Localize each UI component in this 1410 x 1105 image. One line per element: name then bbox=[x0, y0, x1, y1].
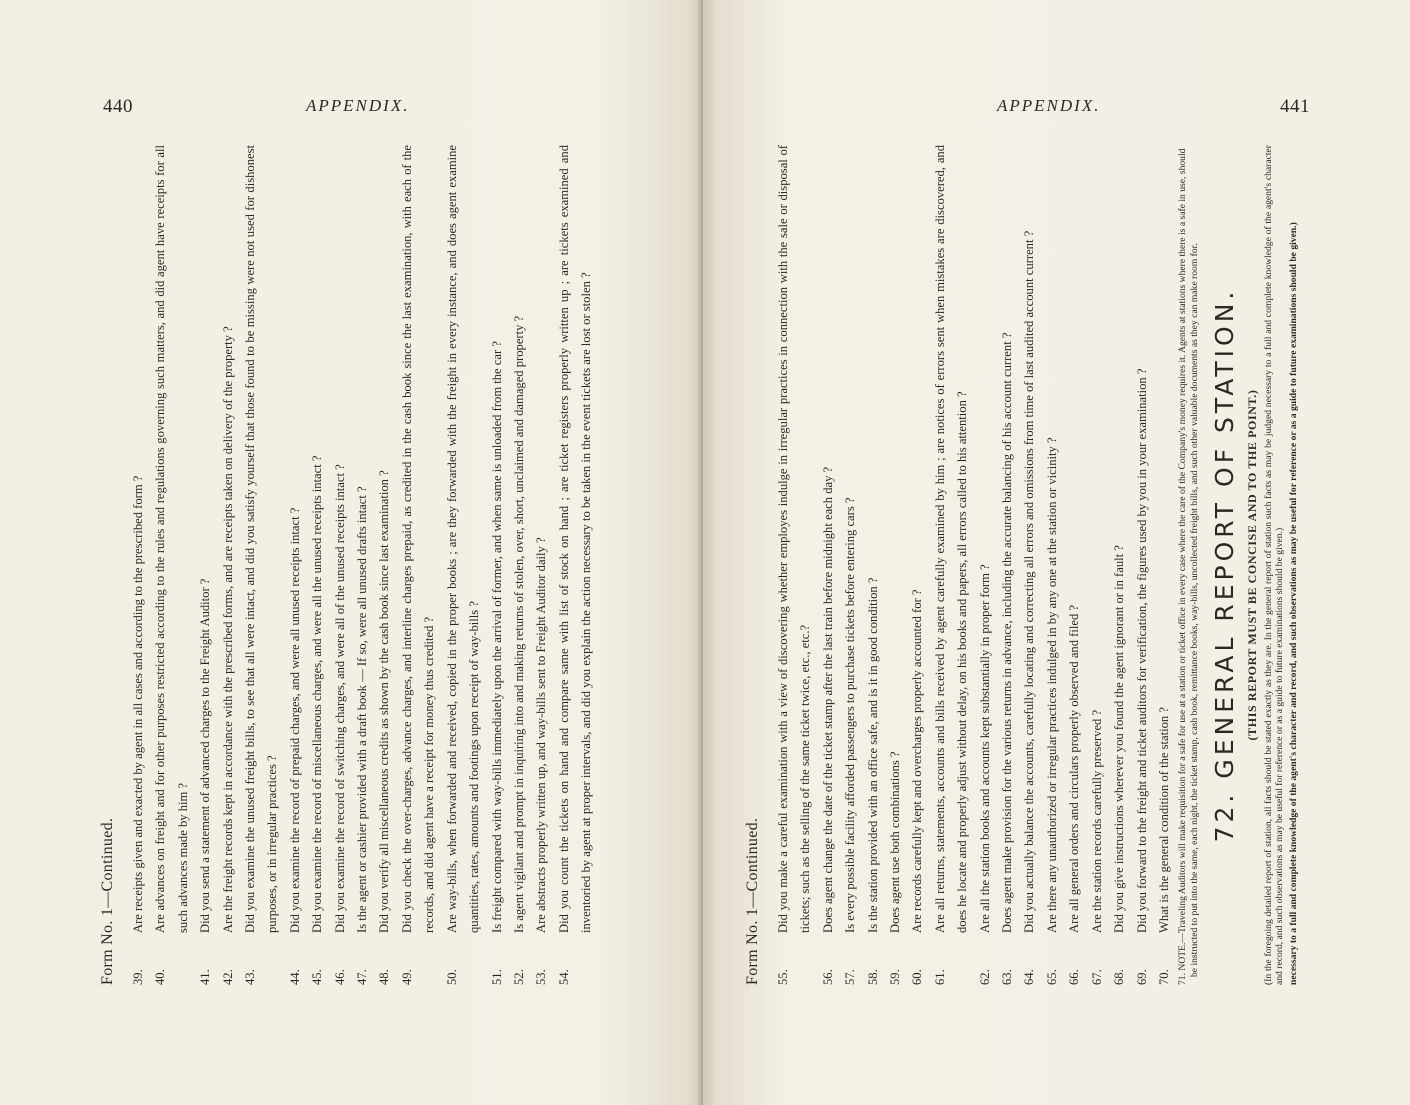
question-text: Does agent use both combinations ? bbox=[888, 751, 903, 933]
section-subtitle: (THIS REPORT MUST BE CONCISE AND TO THE POINT.) bbox=[1244, 389, 1259, 741]
question-text: Are all the station books and accounts kept substantially in proper form ? bbox=[977, 564, 992, 933]
question-number: 41. bbox=[198, 969, 213, 985]
question-number: 45. bbox=[310, 969, 325, 985]
question-number: 52. bbox=[511, 969, 526, 985]
right-page bbox=[703, 0, 1410, 1105]
question-item bbox=[396, 145, 441, 985]
question-text: Is freight compared with way-bills immediately upon the arrival of former, and when same is unloaded from the car ? bbox=[489, 341, 504, 933]
question-item bbox=[929, 145, 974, 985]
question-number: 48. bbox=[377, 969, 392, 985]
question-number: 69. bbox=[1134, 969, 1149, 985]
question-text: Did you count the tickets on hand and compare same with list of stock on hand ; are ticket registers properly written up ; are tickets examined and inventoried by agent at proper intervals, and did you explain the action necessary to be taken in the event tickets are lost or stolen ? bbox=[556, 145, 594, 933]
question-number: 49. bbox=[399, 969, 414, 985]
question-text: Are the freight records kept in accordance with the prescribed forms, and are receipts taken on delivery of the property ? bbox=[220, 326, 235, 933]
question-text: Are abstracts properly written up, and way-bills sent to Freight Auditor daily ? bbox=[534, 537, 549, 933]
question-item bbox=[974, 145, 996, 985]
question-text: Did you examine the record of prepaid charges, and were all unused receipts intact ? bbox=[287, 507, 302, 933]
question-item bbox=[530, 145, 552, 985]
form-title: Form No. 1—Continued. bbox=[99, 817, 116, 985]
question-item bbox=[284, 145, 306, 985]
question-text: Is the station provided with an office safe, and is it in good condition ? bbox=[865, 577, 880, 933]
question-number: 60. bbox=[910, 969, 925, 985]
question-number: 66. bbox=[1067, 969, 1082, 985]
question-number: 64. bbox=[1022, 969, 1037, 985]
form-title: Form No. 1—Continued. bbox=[744, 817, 761, 985]
question-number: 47. bbox=[355, 969, 370, 985]
question-item bbox=[329, 145, 351, 985]
question-number: 63. bbox=[1000, 969, 1015, 985]
question-item bbox=[1018, 145, 1040, 985]
question-item bbox=[486, 145, 508, 985]
question-text: Is the agent or cashier provided with a draft book — If so, were all unused drafts intact ? bbox=[355, 486, 370, 933]
page-number: 441 bbox=[1280, 96, 1310, 117]
question-item bbox=[772, 145, 817, 985]
question-item bbox=[996, 145, 1018, 985]
question-item bbox=[351, 145, 373, 985]
question-text: Did you verify all miscellaneous credits as shown by the cash book since last examination ? bbox=[377, 470, 392, 933]
question-item bbox=[441, 145, 486, 985]
question-text: Does agent change the date of the ticket stamp after the last train before midnight each day ? bbox=[820, 466, 835, 933]
question-number: 67. bbox=[1089, 969, 1104, 985]
question-text: Are all returns, statements, accounts and bills received by agent carefully examined by him ; are notices of errors sent when mistakes are discovered, and does he locate and properly adjust without delay, on his books and papers, all errors called to his attention ? bbox=[932, 145, 970, 933]
question-text: Did you examine the record of miscellaneous charges, and were all the unused receipts intact ? bbox=[310, 455, 325, 933]
question-item bbox=[127, 145, 149, 985]
question-number: 54. bbox=[556, 969, 571, 985]
question-number: 53. bbox=[534, 969, 549, 985]
question-number: 70. bbox=[1156, 969, 1171, 985]
question-text: Are the station records carefully preserved ? bbox=[1089, 709, 1104, 933]
question-text: Are all general orders and circulars properly observed and filed ? bbox=[1067, 605, 1082, 933]
question-item bbox=[373, 145, 395, 985]
question-item bbox=[817, 145, 839, 985]
question-number: 46. bbox=[332, 969, 347, 985]
question-text: Did you examine the record of switching charges, and were all of the unused receipts intact ? bbox=[332, 464, 347, 933]
question-item bbox=[217, 145, 239, 985]
question-number: 40. bbox=[153, 969, 168, 985]
question-item bbox=[508, 145, 530, 985]
running-head: APPENDIX. bbox=[997, 96, 1101, 115]
question-text: Is agent vigilant and prompt in inquiring into and making returns of stolen, over, short, unclaimed and damaged property ? bbox=[511, 315, 526, 933]
running-head: APPENDIX. bbox=[306, 96, 410, 115]
question-item bbox=[1108, 145, 1130, 985]
question-item bbox=[1131, 145, 1153, 985]
instruction-text: (In the foregoing detailed report of station, all facts should be stated exactly as they are. In the general report of station such facts as may be judged necessary to a full and complete knowledge of the agent's character and record, and such observations as may be useful for reference or as a guide to future examinations should be given.) bbox=[1262, 145, 1285, 985]
question-item bbox=[862, 145, 884, 985]
question-number: 61. bbox=[932, 969, 947, 985]
question-item bbox=[306, 145, 328, 985]
page-number: 440 bbox=[103, 96, 133, 117]
question-number: 56. bbox=[820, 969, 835, 985]
question-number: 44. bbox=[287, 969, 302, 985]
question-text: Are records carefully kept and overcharges properly accounted for ? bbox=[910, 589, 925, 933]
question-item bbox=[553, 145, 598, 985]
question-number: 68. bbox=[1112, 969, 1127, 985]
question-number: 58. bbox=[865, 969, 880, 985]
question-number: 62. bbox=[977, 969, 992, 985]
question-item bbox=[194, 145, 216, 985]
question-item bbox=[239, 145, 284, 985]
question-text: Are advances on freight and for other purposes restricted according to the rules and regulations governing such matters, and did agent have receipts for all such advances made by him ? bbox=[153, 145, 190, 933]
note-71 bbox=[1177, 145, 1200, 985]
question-item bbox=[149, 145, 194, 985]
question-number: 59. bbox=[888, 969, 903, 985]
question-number: 57. bbox=[843, 969, 858, 985]
question-item bbox=[1041, 145, 1063, 985]
question-text: Are there any unauthorized or irregular practices indulged in by any one at the station or vicinity ? bbox=[1044, 437, 1059, 933]
section-title: 72. GENERAL REPORT OF STATION. bbox=[1209, 287, 1239, 843]
question-number: 42. bbox=[220, 969, 235, 985]
question-number: 51. bbox=[489, 969, 504, 985]
question-text: Is every possible facility afforded passengers to purchase tickets before entering cars ? bbox=[843, 497, 858, 933]
question-text: Did you examine the unused freight bills, to see that all were intact, and did you satisfy yourself that those found to be missing were not used for dishonest purposes, or in irregular practices ? bbox=[243, 145, 280, 933]
question-number: 39. bbox=[131, 969, 145, 985]
question-item bbox=[884, 145, 906, 985]
question-text: Did you send a statement of advanced charges to the Freight Auditor ? bbox=[198, 578, 213, 933]
question-item bbox=[839, 145, 861, 985]
question-text: What is the general condition of the station ? bbox=[1156, 707, 1171, 933]
question-list bbox=[772, 145, 1175, 985]
question-number: 43. bbox=[243, 969, 258, 985]
question-number: 50. bbox=[444, 969, 459, 985]
question-text: Did you forward to the freight and ticket auditors for verification, the figures used by you in your examination ? bbox=[1134, 368, 1149, 933]
left-question-column bbox=[95, 145, 598, 985]
question-text: Did you give instructions wherever you found the agent ignorant or in fault ? bbox=[1112, 545, 1127, 933]
question-item bbox=[1153, 145, 1175, 985]
question-text: Are way-bills, when forwarded and received, copied in the proper books ; are they forwarded with the freight in every instance, and does agent examine quantities, rates, amounts and footings upon receipt of way-bills ? bbox=[444, 145, 482, 933]
note-text: 71. NOTE.—Traveling Auditors will make requisition for a safe for use at a station or ticket office in every case where the care of the Company's money requires it. Agents at stations where there is a safe in use, should be instructed to put into the same, each night, the ticket stamp, cash book, remittance books, way-bills, uncollected freight bills, and such other valuable documents as they can make room for. bbox=[1177, 148, 1200, 985]
question-item bbox=[906, 145, 928, 985]
question-text: Did you make a careful examination with a view of discovering whether employes indulge in irregular practices in connection with the sale or disposal of tickets; such as the selling of the same ticket twice, etc., etc.? bbox=[776, 145, 813, 933]
right-question-column bbox=[740, 145, 1299, 985]
question-item bbox=[1063, 145, 1085, 985]
question-text: Are receipts given and exacted by agent in all cases and according to the prescribed form ? bbox=[131, 475, 145, 933]
question-item bbox=[1086, 145, 1108, 985]
question-list bbox=[127, 145, 598, 985]
question-text: Did you actually balance the accounts, carefully locating and correcting all errors and omissions from time of last audited account current ? bbox=[1022, 230, 1037, 933]
question-text: Does agent make provision for the various returns in advance, including the accurate balancing of his account current ? bbox=[1000, 332, 1015, 933]
question-number: 55. bbox=[776, 969, 790, 985]
instruction-text-repeat: necessary to a full and complete knowledge of the agent's character and record, and such observations as may be useful for reference or as a guide to future examinations should be given.) bbox=[1287, 222, 1299, 985]
question-text: Did you check the over-charges, advance charges, and interline charges prepaid, as credited in the cash book since the last examination, with each of the records, and did agent have a receipt for money thus credited ? bbox=[399, 145, 437, 933]
question-number: 65. bbox=[1044, 969, 1059, 985]
left-page bbox=[0, 0, 703, 1105]
